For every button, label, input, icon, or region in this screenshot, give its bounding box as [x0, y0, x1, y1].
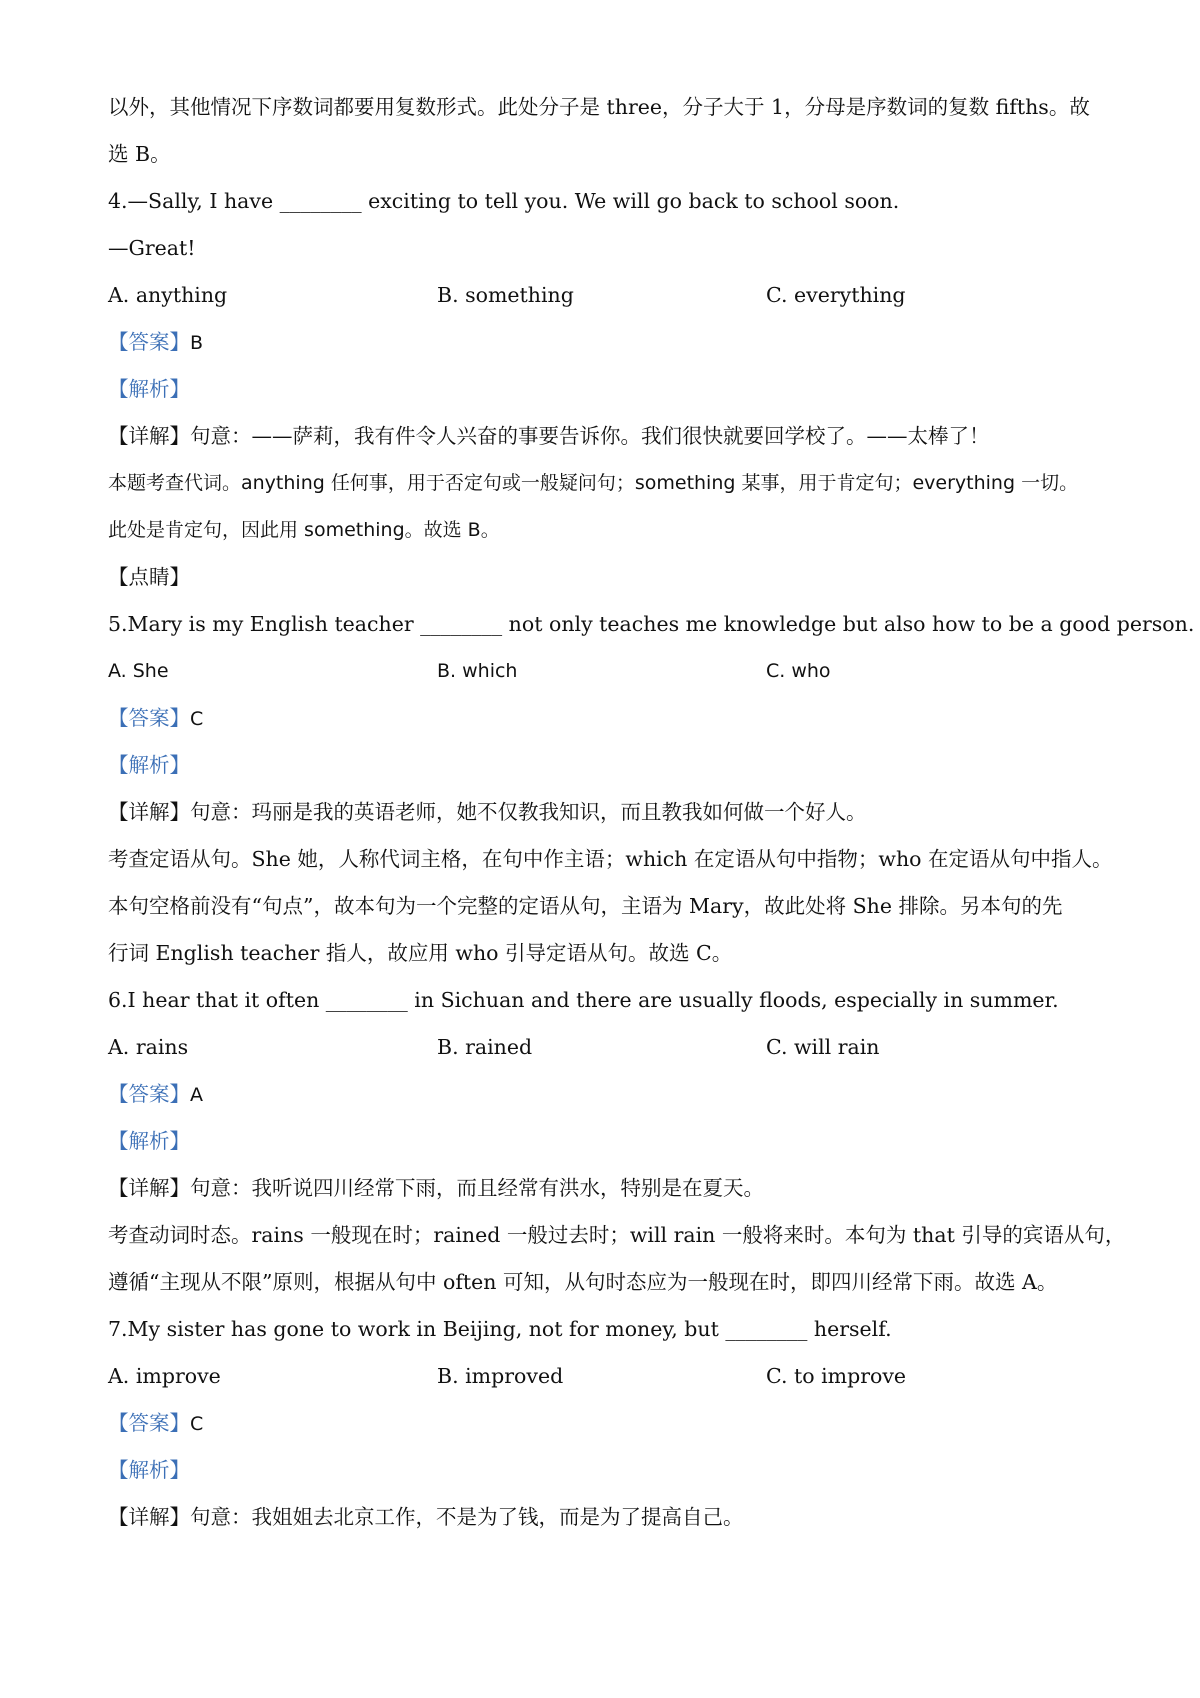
answer-tag: 【答案】 — [108, 330, 190, 354]
question-4-analysis-tag: 【解析】 — [108, 377, 190, 401]
question-4-detail: 【详解】句意：——萨莉，我有件令人兴奋的事要告诉你。我们很快就要回学校了。——太棒了！ — [108, 424, 990, 448]
intro-line-2: 选 B。 — [108, 142, 171, 166]
answer-value: C — [190, 708, 204, 730]
question-4-note-tag: 【点睛】 — [108, 565, 190, 589]
question-6-stem: 6.I hear that it often ________ in Sichuan and there are usually floods, especially in summer. — [108, 988, 1059, 1012]
question-4-reply: —Great! — [108, 236, 196, 260]
question-4-option-c: C. everything — [766, 283, 906, 307]
question-4-option-b: B. something — [437, 283, 574, 307]
answer-tag: 【答案】 — [108, 1082, 190, 1106]
question-6-option-b: B. rained — [437, 1035, 533, 1059]
question-6-option-a: A. rains — [108, 1035, 189, 1059]
question-4-explain-1: 本题考查代词。anything 任何事，用于否定句或一般疑问句；something 某事，用于肯定句；everything 一切。 — [108, 472, 1079, 494]
question-7-detail: 【详解】句意：我姐姐去北京工作，不是为了钱，而是为了提高自己。 — [108, 1505, 744, 1529]
question-4-option-a: A. anything — [108, 283, 228, 307]
question-7-option-a: A. improve — [108, 1364, 221, 1388]
question-7-stem: 7.My sister has gone to work in Beijing, not for money, but ________ herself. — [108, 1317, 892, 1341]
question-4-answer — [108, 328, 1098, 357]
intro-line-1: 以外，其他情况下序数词都要用复数形式。此处分子是 three，分子大于 1，分母是序数词的复数 fifths。故 — [108, 95, 1090, 119]
question-6-analysis-tag: 【解析】 — [108, 1129, 190, 1153]
question-5-explain-1: 考查定语从句。She 她，人称代词主格，在句中作主语；which 在定语从句中指物；who 在定语从句中指人。 — [108, 847, 1113, 871]
question-7-answer — [108, 1409, 1098, 1438]
question-6-option-c: C. will rain — [766, 1035, 880, 1059]
question-5-detail: 【详解】句意：玛丽是我的英语老师，她不仅教我知识，而且教我如何做一个好人。 — [108, 800, 867, 824]
question-5-explain-2: 本句空格前没有“句点”，故本句为一个完整的定语从句，主语为 Mary，故此处将 She 排除。另本句的先 — [108, 894, 1063, 918]
question-4-explain-2: 此处是肯定句，因此用 something。故选 B。 — [108, 519, 500, 541]
question-4-stem: 4.—Sally, I have ________ exciting to tell you. We will go back to school soon. — [108, 189, 900, 213]
answer-value: C — [190, 1413, 204, 1435]
question-5-option-b: B. which — [437, 660, 518, 682]
question-7-option-c: C. to improve — [766, 1364, 907, 1388]
question-6-explain-1: 考查动词时态。rains 一般现在时；rained 一般过去时；will rain 一般将来时。本句为 that 引导的宾语从句， — [108, 1223, 1126, 1247]
answer-tag: 【答案】 — [108, 706, 190, 730]
question-5-analysis-tag: 【解析】 — [108, 753, 190, 777]
question-5-option-a: A. She — [108, 660, 169, 682]
answer-value: A — [190, 1084, 203, 1106]
question-6-answer — [108, 1080, 1098, 1109]
question-5-explain-3: 行词 English teacher 指人，故应用 who 引导定语从句。故选 C。 — [108, 941, 733, 965]
answer-tag: 【答案】 — [108, 1411, 190, 1435]
question-5-option-c: C. who — [766, 660, 831, 682]
question-7-option-b: B. improved — [437, 1364, 564, 1388]
question-5-stem: 5.Mary is my English teacher ________ not only teaches me knowledge but also how to be a good person. — [108, 612, 1195, 636]
question-7-analysis-tag: 【解析】 — [108, 1458, 190, 1482]
question-6-explain-2: 遵循“主现从不限”原则，根据从句中 often 可知，从句时态应为一般现在时，即四川经常下雨。故选 A。 — [108, 1270, 1058, 1294]
question-5-answer — [108, 704, 1098, 733]
answer-value: B — [190, 332, 204, 354]
question-6-detail: 【详解】句意：我听说四川经常下雨，而且经常有洪水，特别是在夏天。 — [108, 1176, 764, 1200]
